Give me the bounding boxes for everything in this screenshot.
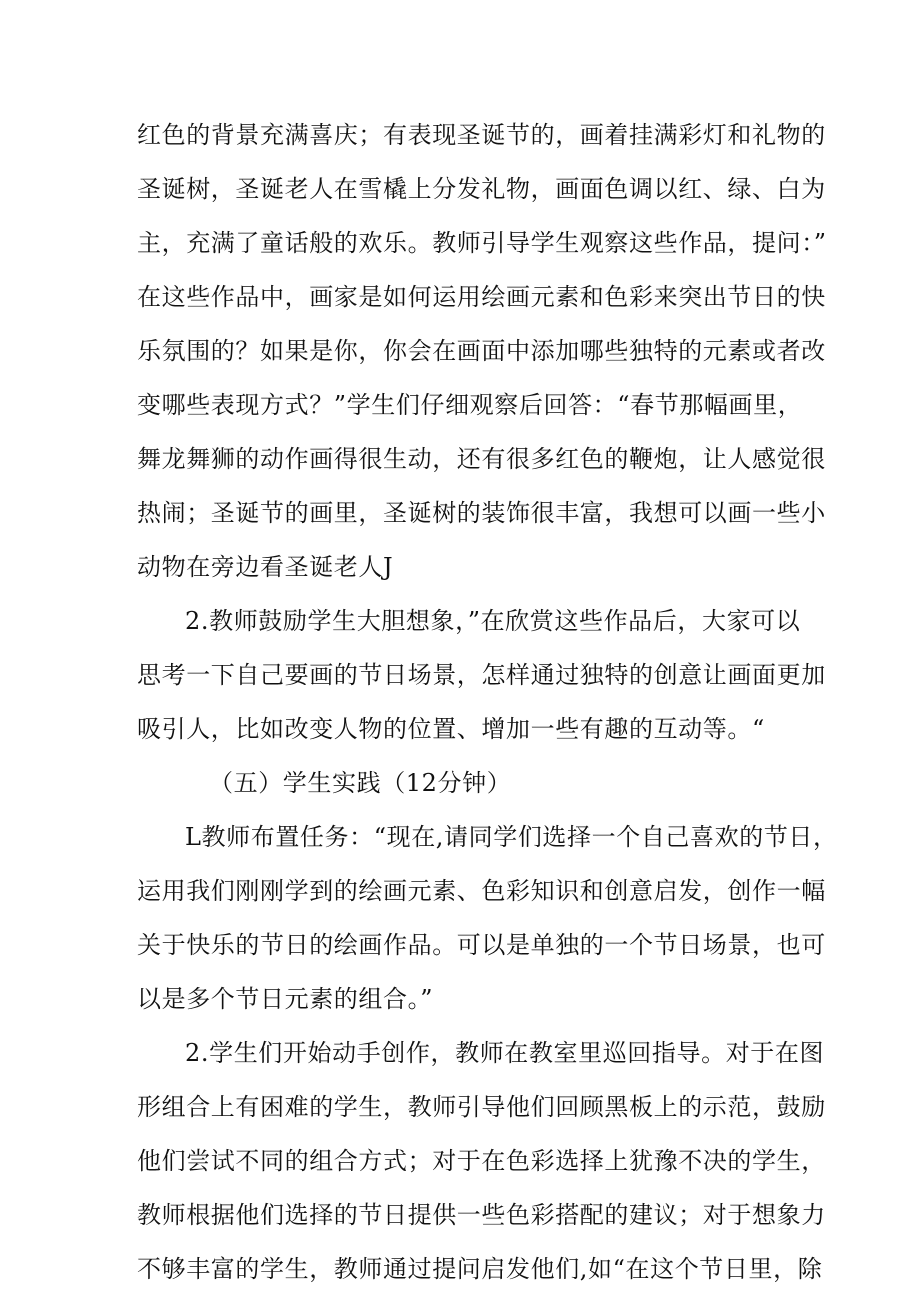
text-line: 变哪些表现方式？”学生们仔细观察后回答：“春节那幅画里， bbox=[137, 391, 803, 419]
text-line: 圣诞树，圣诞老人在雪橇上分发礼物，画面色调以红、绿、白为 bbox=[137, 175, 826, 203]
paragraph-start-line: L教师布置任务：“现在,请同学们选择一个自己喜欢的节日， bbox=[185, 823, 838, 851]
text-line: 教师根据他们选择的节日提供一些色彩搭配的建议；对于想象力 bbox=[137, 1201, 826, 1229]
text-line: 不够丰富的学生，教师通过提问启发他们,如“在这个节日里，除 bbox=[137, 1255, 823, 1283]
paragraph-start-line: 2.教师鼓励学生大胆想象，”在欣赏这些作品后，大家可以 bbox=[185, 607, 801, 635]
section-heading: （五）学生实践（12分钟） bbox=[209, 769, 512, 797]
text-line: 他们尝试不同的组合方式；对于在色彩选择上犹豫不决的学生， bbox=[137, 1147, 826, 1175]
text-line: 思考一下自己要画的节日场景，怎样通过独特的创意让画面更加 bbox=[137, 661, 826, 689]
text-line: 舞龙舞狮的动作画得很生动，还有很多红色的鞭炮，让人感觉很 bbox=[137, 445, 826, 473]
text-line: 红色的背景充满喜庆；有表现圣诞节的，画着挂满彩灯和礼物的 bbox=[137, 121, 826, 149]
text-line: 以是多个节日元素的组合。” bbox=[137, 985, 434, 1013]
text-line: 在这些作品中，画家是如何运用绘画元素和色彩来突出节日的快 bbox=[137, 283, 826, 311]
text-line: 形组合上有困难的学生，教师引导他们回顾黑板上的示范，鼓励 bbox=[137, 1093, 826, 1121]
body-text bbox=[137, 108, 838, 1296]
text-line: 吸引人，比如改变人物的位置、增加一些有趣的互动等。“ bbox=[137, 715, 765, 743]
text-line: 热闹；圣诞节的画里，圣诞树的装饰很丰富，我想可以画一些小 bbox=[137, 499, 826, 527]
text-line: 关于快乐的节日的绘画作品。可以是单独的一个节日场景，也可 bbox=[137, 931, 826, 959]
text-line: 乐氛围的？如果是你，你会在画面中添加哪些独特的元素或者改 bbox=[137, 337, 826, 365]
text-line: 运用我们刚刚学到的绘画元素、色彩知识和创意启发，创作一幅 bbox=[137, 877, 826, 905]
paragraph-start-line: 2.学生们开始动手创作，教师在教室里巡回指导。对于在图 bbox=[185, 1039, 825, 1067]
text-line: 主，充满了童话般的欢乐。教师引导学生观察这些作品，提问：” bbox=[137, 229, 827, 257]
text-line: 动物在旁边看圣诞老人J bbox=[137, 553, 394, 581]
